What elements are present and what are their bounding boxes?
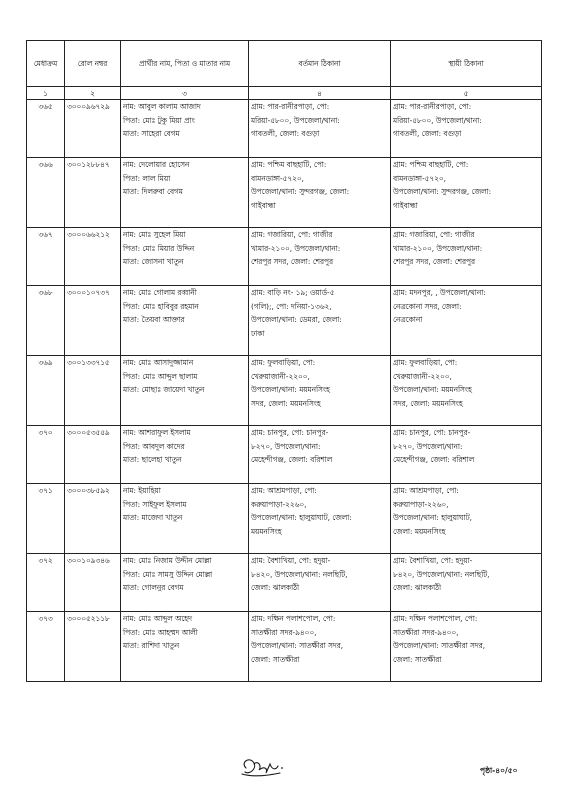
serial-cell: ৩৭০ bbox=[27, 426, 65, 484]
address-line: মরিয়া-৫৮০০, উপজেলা/থানা: bbox=[393, 115, 482, 125]
roll-cell: ৩০০১৩৩৭১৫ bbox=[65, 356, 121, 426]
mother-name: মাতা: সাহেরা বেগম bbox=[123, 129, 180, 138]
address-line: গ্রাম: বৈশাখিয়া, পো: হদুয়া- bbox=[393, 556, 473, 565]
address-line: গ্রাম: বৈশাখিয়া, পো: হদুয়া- bbox=[251, 556, 331, 565]
address-line: উপজেলা/থানা: ময়মনসিংহ bbox=[251, 385, 330, 394]
permanent-address-cell bbox=[391, 286, 542, 356]
address-line: গ্রাম: চানপুর, পো: চানপুর- bbox=[251, 428, 329, 437]
name-cell bbox=[121, 484, 249, 554]
father-name: পিতা: মোঃ হাবিবুর রহমান bbox=[123, 301, 199, 311]
address-line: খেরুয়াজানী-২২০০, bbox=[393, 371, 452, 381]
father-name: পিতা: মোঃ মিয়ার উদ্দিন bbox=[123, 243, 195, 253]
address-line: বামনডাঙ্গা-৫৭২০, bbox=[393, 173, 446, 183]
mother-name: মাতা: গোলনুর বেগম bbox=[123, 583, 184, 592]
roll-cell: ৩০০০৫৩৫৫৯ bbox=[65, 426, 121, 484]
address-line: খামার-২১০০, উপজেলা/থানা: bbox=[251, 243, 341, 253]
address-line: বামনডাঙ্গা-৫৭২০, bbox=[251, 173, 304, 183]
address-line: জেলা: ময়মনসিংহ bbox=[393, 526, 446, 536]
table-row bbox=[27, 286, 542, 356]
address-line: ৮২৭০, উপজেলা/থানা: bbox=[251, 441, 321, 451]
column-number-row bbox=[27, 87, 542, 100]
address-line: ৮৪২০, উপজেলা/থানা: নলছিটি, bbox=[393, 569, 490, 579]
permanent-address-cell bbox=[391, 484, 542, 554]
address-line: গাইবান্ধা bbox=[393, 200, 418, 210]
address-line: গ্রাম: ফুলবাড়িয়া, পো: bbox=[393, 358, 458, 367]
serial-cell: ৩৬৯ bbox=[27, 356, 65, 426]
address-line: গ্রাম: পশ্চিম বাছহাটি, পো: bbox=[393, 160, 469, 169]
address-line: জেলা: ঝালকাঠী bbox=[393, 583, 442, 592]
present-address-cell bbox=[249, 484, 391, 554]
candidate-name: নাম: মোঃ আসাদুজ্জামান bbox=[123, 358, 194, 367]
name-cell bbox=[121, 100, 249, 158]
serial-cell: ৩৬৮ bbox=[27, 286, 65, 356]
address-line: উপজেলা/থানা: ডেমরা, জেলা: bbox=[251, 315, 342, 324]
address-line: উপজেলা/থানা: হালুয়াঘাট, জেলা: bbox=[251, 513, 352, 522]
address-line: গ্রাম: মদনপুর, , উপজেলা/থানা: bbox=[393, 288, 486, 297]
mother-name: মাতা: মোছাঃ জায়েদা খাতুন bbox=[123, 385, 205, 394]
address-line: শেরপুর সদর, জেলা: শেরপুর bbox=[393, 257, 475, 266]
header-serial: মেধাক্রম bbox=[27, 41, 65, 87]
serial-cell: ৩৬৬ bbox=[27, 158, 65, 228]
candidate-name: নাম: ইয়াহিয়া bbox=[123, 486, 161, 495]
name-cell bbox=[121, 426, 249, 484]
table-row bbox=[27, 158, 542, 228]
address-line: নেত্রকোনা সদর, জেলা: bbox=[393, 301, 462, 311]
address-line: গ্রাম: ফুলবাড়িয়া, পো: bbox=[251, 358, 316, 367]
address-line: ময়মনসিংহ bbox=[251, 526, 282, 536]
candidate-name: নাম: আশরাফুল ইসলাম bbox=[123, 428, 191, 437]
roll-cell: ৩০০১২৮৮৪৭ bbox=[65, 158, 121, 228]
present-address-cell bbox=[249, 426, 391, 484]
address-line: গ্রাম: পশ্চিম বাছহাটি, পো: bbox=[251, 160, 327, 169]
address-line: গাইবান্ধা bbox=[251, 200, 276, 210]
permanent-address-cell bbox=[391, 612, 542, 682]
column-number: ১ bbox=[27, 87, 65, 100]
name-cell bbox=[121, 356, 249, 426]
name-cell bbox=[121, 612, 249, 682]
name-cell bbox=[121, 158, 249, 228]
address-line: গাবতলী, জেলা: বগুড়া bbox=[251, 129, 320, 138]
column-number: ৩ bbox=[121, 87, 249, 100]
permanent-address-cell bbox=[391, 356, 542, 426]
address-line: শেরপুর সদর, জেলা: শেরপুর bbox=[251, 257, 333, 266]
address-line: গ্রাম: আশ্রমপাড়া, পো: bbox=[393, 486, 459, 495]
mother-name: মাতা: মাজেদা খাতুন bbox=[123, 513, 183, 522]
column-number: ৫ bbox=[391, 87, 542, 100]
address-line: গ্রাম: দক্ষিন পলাশপোল, পো: bbox=[251, 614, 336, 623]
address-line: গ্রাম: পার-রানীরপাড়া, পো: bbox=[251, 102, 330, 111]
address-line: সদর, জেলা: ময়মনসিংহ bbox=[251, 398, 321, 408]
father-name: পিতা: লাল মিয়া bbox=[123, 173, 171, 183]
name-cell bbox=[121, 228, 249, 286]
address-line: নেত্রকোনা bbox=[393, 315, 423, 324]
signature bbox=[236, 754, 286, 780]
column-number: ২ bbox=[65, 87, 121, 100]
mother-name: মাতা: তৈয়বা আক্তার bbox=[123, 315, 185, 324]
roll-cell: ৩০০০৬৬২১২ bbox=[65, 228, 121, 286]
address-line: করুয়াপাড়া-২২৬০, bbox=[393, 499, 449, 509]
address-line: সাতক্ষীরা সদর-৯৪০০, bbox=[393, 627, 459, 637]
candidate-name: নাম: মোঃ সুহেল মিয়া bbox=[123, 230, 186, 239]
mother-name: মাতা: জোসনা খাতুন bbox=[123, 257, 184, 266]
candidate-table bbox=[26, 40, 542, 682]
serial-cell: ৩৬৫ bbox=[27, 100, 65, 158]
table-row bbox=[27, 426, 542, 484]
address-line: ঢাকা bbox=[251, 328, 265, 338]
permanent-address-cell bbox=[391, 426, 542, 484]
address-line: গ্রাম: চানপুর, পো: চানপুর- bbox=[393, 428, 471, 437]
page-number: পৃষ্ঠা-৪০/৫০ bbox=[480, 766, 518, 775]
header-name-parents: প্রার্থীর নাম, পিতা ও মাতার নাম bbox=[121, 41, 249, 87]
address-line: গাবতলী, জেলা: বগুড়া bbox=[393, 129, 462, 138]
mother-name: মাতা: দিলরুবা বেগম bbox=[123, 187, 183, 196]
present-address-cell bbox=[249, 554, 391, 612]
present-address-cell bbox=[249, 286, 391, 356]
address-line: খামার-২১০০, উপজেলা/থানা: bbox=[393, 243, 483, 253]
table-header-row bbox=[27, 41, 542, 87]
roll-cell: ৩০০০১০৭৩৭ bbox=[65, 286, 121, 356]
address-line: ৮৪২০, উপজেলা/থানা: নলছিটি, bbox=[251, 569, 348, 579]
father-name: পিতা: সাইফুল ইসলাম bbox=[123, 499, 187, 509]
address-line: মরিয়া-৫৮০০, উপজেলা/থানা: bbox=[251, 115, 340, 125]
address-line: করুয়াপাড়া-২২৬০, bbox=[251, 499, 307, 509]
address-line: উপজেলা/থানা: সুন্দরগঞ্জ, জেলা: bbox=[251, 187, 350, 196]
address-line: সাতক্ষীরা সদর-৯৪০০, bbox=[251, 627, 317, 637]
candidate-name: নাম: আবুল কালাম আজাদ bbox=[123, 102, 201, 111]
header-present-address: বর্তমান ঠিকানা bbox=[249, 41, 391, 87]
mother-name: মাতা: ছালেহা খাতুন bbox=[123, 455, 182, 464]
name-cell bbox=[121, 286, 249, 356]
address-line: উপজেলা/থানা: সুন্দরগঞ্জ, জেলা: bbox=[393, 187, 492, 196]
permanent-address-cell bbox=[391, 100, 542, 158]
table-row bbox=[27, 612, 542, 682]
address-line: গ্রাম: গজারিয়া, পো: গাজীর bbox=[393, 230, 475, 239]
table-row bbox=[27, 484, 542, 554]
address-line: উপজেলা/থানা: হালুয়াঘাট, bbox=[393, 513, 472, 522]
roll-cell: ৩০০০৩৮৫৯২ bbox=[65, 484, 121, 554]
address-line: গ্রাম: পার-রানীরপাড়া, পো: bbox=[393, 102, 472, 111]
serial-cell: ৩৭৩ bbox=[27, 612, 65, 682]
mother-name: মাতা: রাশিদা খাতুন bbox=[123, 641, 180, 650]
father-name: পিতা: মোঃ সামসু উদ্দিন মোল্লা bbox=[123, 569, 213, 579]
address-line: সদর, জেলা: ময়মনসিংহ bbox=[393, 398, 463, 408]
address-line: উপজেলা/থানা: সাতক্ষীরা সদর, bbox=[251, 641, 344, 650]
table-row bbox=[27, 554, 542, 612]
candidate-name: নাম: মোঃ নিজাম উদ্দীন মোল্লা bbox=[123, 556, 212, 565]
permanent-address-cell bbox=[391, 228, 542, 286]
header-permanent-address: স্থায়ী ঠিকানা bbox=[391, 41, 542, 87]
address-line: জেলা: ঝালকাঠী bbox=[251, 583, 300, 592]
serial-cell: ৩৭২ bbox=[27, 554, 65, 612]
present-address-cell bbox=[249, 356, 391, 426]
table-row bbox=[27, 356, 542, 426]
address-line: উপজেলা/থানা: ময়মনসিংহ bbox=[393, 385, 472, 394]
address-line: (গলি);, পো: দনিয়া-১৩৬২, bbox=[251, 301, 332, 311]
candidate-name: নাম: দেলোয়ার হোসেন bbox=[123, 160, 190, 169]
present-address-cell bbox=[249, 228, 391, 286]
address-line: গ্রাম: দক্ষিন পলাশপোল, পো: bbox=[393, 614, 478, 623]
table-row bbox=[27, 228, 542, 286]
permanent-address-cell bbox=[391, 554, 542, 612]
candidate-name: নাম: মোঃ গোলাম রব্বানী bbox=[123, 288, 197, 297]
father-name: পিতা: মোঃ টুকু মিয়া প্রাং bbox=[123, 115, 195, 125]
address-line: গ্রাম: গজারিয়া, পো: গাজীর bbox=[251, 230, 333, 239]
father-name: পিতা: মোঃ আব্দুল ছালাম bbox=[123, 371, 198, 381]
roll-cell: ৩০০১০৯৩৪৬ bbox=[65, 554, 121, 612]
address-line: জেলা: সাতক্ষীরা bbox=[393, 654, 442, 664]
father-name: পিতা: আবদুল কাদের bbox=[123, 441, 185, 451]
column-number: ৪ bbox=[249, 87, 391, 100]
table-row bbox=[27, 100, 542, 158]
address-line: খেরুয়াজানী-২২০০, bbox=[251, 371, 310, 381]
serial-cell: ৩৭১ bbox=[27, 484, 65, 554]
candidate-name: নাম: মোঃ আব্দুল অহেদ bbox=[123, 614, 192, 623]
roll-cell: ৩০০০৯৬৭২৯ bbox=[65, 100, 121, 158]
permanent-address-cell bbox=[391, 158, 542, 228]
address-line: উপজেলা/থানা: সাতক্ষীরা সদর, bbox=[393, 641, 486, 650]
present-address-cell bbox=[249, 612, 391, 682]
address-line: গ্রাম: আশ্রমপাড়া, পো: bbox=[251, 486, 317, 495]
address-line: মেহেন্দীগঞ্জ, জেলা: বরিশাল bbox=[251, 455, 333, 464]
address-line: মেহেন্দীগঞ্জ, জেলা: বরিশাল bbox=[393, 455, 475, 464]
serial-cell: ৩৬৭ bbox=[27, 228, 65, 286]
address-line: ৮২৭০, উপজেলা/থানা: bbox=[393, 441, 463, 451]
address-line: জেলা: সাতক্ষীরা bbox=[251, 654, 300, 664]
father-name: পিতা: মোঃ আহম্মদ আলী bbox=[123, 627, 198, 637]
present-address-cell bbox=[249, 158, 391, 228]
roll-cell: ৩০০০৫২১১৮ bbox=[65, 612, 121, 682]
name-cell bbox=[121, 554, 249, 612]
address-line: গ্রাম: বাড়ি নং- ১৯; ওয়ার্ড-৫ bbox=[251, 288, 335, 297]
header-roll: রোল নম্বর bbox=[65, 41, 121, 87]
present-address-cell bbox=[249, 100, 391, 158]
